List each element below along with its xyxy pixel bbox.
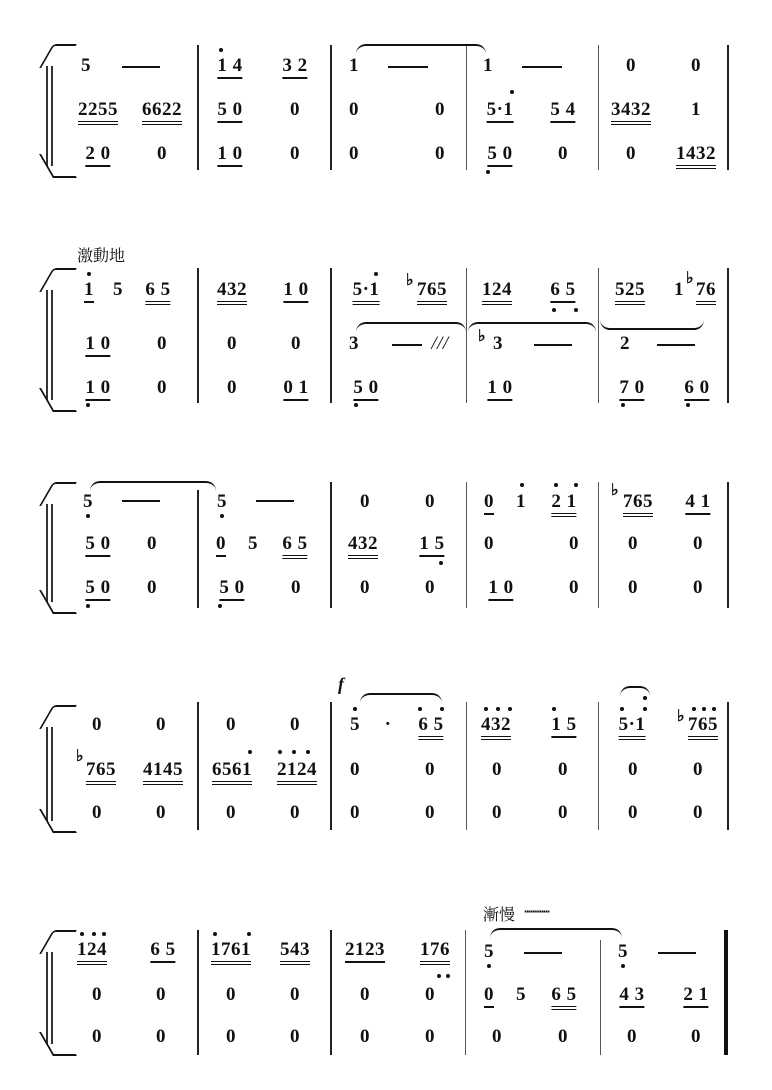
note: 0 <box>425 759 435 780</box>
bar-line <box>727 45 729 170</box>
note: 5 0 <box>353 378 378 401</box>
note: 1 <box>84 280 94 303</box>
flat-sign: ♭ <box>406 272 414 289</box>
bar-line <box>598 482 599 608</box>
note: 5·1 <box>619 715 646 740</box>
octave-dot <box>306 750 310 754</box>
note: 0 <box>226 1026 236 1047</box>
note: 176 <box>420 940 450 965</box>
bar-line <box>598 45 599 170</box>
octave-dot <box>574 483 578 487</box>
note: 5·1 <box>353 280 380 305</box>
note: 0 <box>691 1026 701 1047</box>
octave-dot <box>486 170 490 174</box>
bar-line <box>598 268 599 403</box>
note: 0 <box>227 333 237 354</box>
note: 0 <box>628 577 638 598</box>
octave-dot <box>440 707 444 711</box>
note: 124 <box>482 280 512 305</box>
note: 5 <box>248 533 258 554</box>
note: 0 <box>291 577 301 598</box>
octave-dot <box>552 707 556 711</box>
note: 0 <box>628 533 638 554</box>
note: 0 <box>484 492 494 515</box>
note: 0 <box>435 99 445 120</box>
note: 1 <box>691 99 701 120</box>
octave-dot <box>712 707 716 711</box>
note: 0 <box>147 577 157 598</box>
note: 0 <box>216 534 226 557</box>
note: 0 <box>492 759 502 780</box>
bar-line <box>330 482 332 608</box>
note: 0 <box>627 1026 637 1047</box>
note: 0 <box>156 802 166 823</box>
sustain-dash <box>534 344 572 346</box>
note: 0 <box>628 802 638 823</box>
octave-dot <box>520 483 524 487</box>
note: 5·1 <box>487 100 514 123</box>
note: 1 <box>516 491 526 512</box>
octave-dot <box>437 974 441 978</box>
note: 1761 <box>211 940 251 965</box>
tie <box>490 928 622 944</box>
octave-dot <box>552 308 556 312</box>
note: 124 <box>77 940 107 965</box>
note: 2 1 <box>551 492 576 517</box>
octave-dot <box>102 932 106 936</box>
note: /// <box>431 333 449 354</box>
octave-dot <box>643 696 647 700</box>
tie <box>356 44 486 60</box>
octave-dot <box>80 932 84 936</box>
note: 0 <box>290 802 300 823</box>
note: 0 <box>492 802 502 823</box>
sustain-dash <box>388 66 428 68</box>
note: 6 5 <box>551 985 576 1010</box>
note: 525 <box>615 280 645 305</box>
note: 5 0 <box>85 578 110 601</box>
note: 6 5 <box>150 940 175 963</box>
note: 0 <box>558 759 568 780</box>
note: 765 <box>86 760 116 785</box>
sustain-dash <box>256 500 294 502</box>
note: 1 4 <box>217 56 242 79</box>
octave-dot <box>620 707 624 711</box>
note: 6561 <box>212 760 252 785</box>
octave-dot <box>354 403 358 407</box>
bar-line <box>330 702 332 830</box>
bar-line <box>197 702 199 830</box>
note: 1 5 <box>419 534 444 557</box>
note: 5 <box>83 491 93 512</box>
note: 5 <box>217 491 227 512</box>
note: 0 <box>492 1026 502 1047</box>
note: 1 <box>483 55 493 76</box>
bar-line <box>598 702 599 830</box>
note: 0 <box>484 533 494 554</box>
note: 0 <box>291 333 301 354</box>
system-brace <box>40 930 72 1056</box>
bar-line <box>465 930 466 1055</box>
note: 0 <box>290 1026 300 1047</box>
bar-line <box>727 482 729 608</box>
octave-dot <box>213 932 217 936</box>
note: 0 <box>626 143 636 164</box>
octave-dot <box>439 561 443 565</box>
note: 3432 <box>611 100 651 125</box>
note: 6 5 <box>282 534 307 559</box>
note: 5 4 <box>550 100 575 123</box>
note: 7 0 <box>619 378 644 401</box>
note: 2123 <box>345 940 385 963</box>
note: 2 0 <box>85 144 110 167</box>
note: 6 5 <box>418 715 443 740</box>
octave-dot <box>574 308 578 312</box>
octave-dot <box>220 514 224 518</box>
sustain-dash <box>524 952 562 954</box>
note: 0 <box>558 802 568 823</box>
note: 5 0 <box>219 578 244 601</box>
octave-dot <box>247 932 251 936</box>
note: 1 0 <box>85 334 110 357</box>
note: 0 <box>425 802 435 823</box>
note: 5 <box>618 941 628 962</box>
note: 5 <box>350 714 360 735</box>
flat-sign: ♭ <box>478 328 486 345</box>
note: 1 <box>674 279 684 300</box>
bar-line <box>197 268 199 403</box>
note: 0 <box>425 984 435 1005</box>
note: 0 <box>290 143 300 164</box>
note: 0 <box>157 333 167 354</box>
note: 4 1 <box>685 492 710 515</box>
octave-dot <box>292 750 296 754</box>
note: 1 0 <box>85 378 110 401</box>
note: 0 <box>425 1026 435 1047</box>
system-brace <box>40 44 72 179</box>
note: 0 <box>626 55 636 76</box>
note: 0 <box>558 143 568 164</box>
note: 543 <box>280 940 310 965</box>
octave-dot <box>692 707 696 711</box>
note: 0 <box>92 984 102 1005</box>
note: 0 <box>92 802 102 823</box>
note: 5 <box>81 55 91 76</box>
octave-dot <box>487 964 491 968</box>
bar-line <box>466 268 467 403</box>
note: 5 <box>484 941 494 962</box>
note: 0 <box>360 984 370 1005</box>
note: 0 <box>290 714 300 735</box>
bar-line <box>197 930 199 1055</box>
tempo-dots: ············ <box>523 902 549 921</box>
system-brace <box>40 268 72 413</box>
note: 0 <box>425 491 435 512</box>
note: 0 <box>156 984 166 1005</box>
note: 0 <box>693 802 703 823</box>
bar-line <box>466 702 467 830</box>
tempo-marking: 漸慢 <box>483 905 516 924</box>
note: 0 <box>290 984 300 1005</box>
bar-line <box>330 930 332 1055</box>
note: 0 <box>484 985 494 1008</box>
bar-line <box>727 268 729 403</box>
tie <box>360 693 442 709</box>
note: 2255 <box>78 100 118 125</box>
note: 0 <box>693 577 703 598</box>
octave-dot <box>86 604 90 608</box>
octave-dot <box>621 964 625 968</box>
note: 1 5 <box>551 715 576 738</box>
note: 0 <box>290 99 300 120</box>
bar-line <box>197 45 199 170</box>
note: 765 <box>688 715 718 740</box>
octave-dot <box>374 272 378 276</box>
note: 3 <box>349 333 359 354</box>
octave-dot <box>643 707 647 711</box>
note: 0 <box>92 714 102 735</box>
sustain-dash <box>657 344 695 346</box>
octave-dot <box>278 750 282 754</box>
octave-dot <box>353 707 357 711</box>
note: 0 <box>349 99 359 120</box>
dynamic-forte: f <box>338 674 344 694</box>
note: 0 <box>349 143 359 164</box>
note: 0 <box>569 577 579 598</box>
bar-line <box>727 702 729 830</box>
note: 1432 <box>676 144 716 169</box>
note: 0 <box>435 143 445 164</box>
sustain-dash <box>658 952 696 954</box>
note: 0 <box>360 491 370 512</box>
note: · <box>384 714 392 735</box>
note: 0 <box>558 1026 568 1047</box>
note: 1 0 <box>217 144 242 167</box>
note: 0 <box>425 577 435 598</box>
octave-dot <box>219 48 223 52</box>
bar-line <box>197 490 199 608</box>
note: 0 <box>157 377 167 398</box>
note: 0 <box>226 802 236 823</box>
note: 0 <box>227 377 237 398</box>
note: 0 1 <box>283 378 308 401</box>
system-brace <box>40 482 72 614</box>
bar-line <box>330 45 332 170</box>
octave-dot <box>92 932 96 936</box>
note: 765 <box>623 492 653 517</box>
note: 0 <box>156 1026 166 1047</box>
note: 432 <box>481 715 511 740</box>
octave-dot <box>621 403 625 407</box>
note: 5 <box>516 984 526 1005</box>
note: 0 <box>350 759 360 780</box>
note: 1 0 <box>487 378 512 401</box>
sustain-dash <box>392 344 422 346</box>
note: 4145 <box>143 760 183 785</box>
note: 0 <box>226 984 236 1005</box>
flat-sign: ♭ <box>677 708 685 725</box>
flat-sign: ♭ <box>686 270 694 287</box>
note: 432 <box>348 534 378 559</box>
note: 0 <box>92 1026 102 1047</box>
octave-dot <box>496 707 500 711</box>
expression-marking: 激動地 <box>77 246 126 265</box>
bar-line <box>466 45 467 170</box>
note: 1 <box>349 55 359 76</box>
octave-dot <box>510 90 514 94</box>
note: 2 <box>620 333 630 354</box>
octave-dot <box>554 483 558 487</box>
bar-line <box>330 268 332 403</box>
octave-dot <box>508 707 512 711</box>
tie <box>356 322 466 338</box>
note: 0 <box>360 1026 370 1047</box>
octave-dot <box>87 272 91 276</box>
octave-dot <box>248 750 252 754</box>
note: 6 5 <box>550 280 575 303</box>
octave-dot <box>446 974 450 978</box>
note: 0 <box>693 759 703 780</box>
note: 3 2 <box>282 56 307 79</box>
sustain-dash <box>522 66 562 68</box>
octave-dot <box>86 514 90 518</box>
tie <box>600 314 704 330</box>
note: 6 5 <box>145 280 170 305</box>
note: 1 0 <box>283 280 308 303</box>
tie <box>90 481 216 497</box>
tie <box>468 322 596 338</box>
note: 4 3 <box>619 985 644 1008</box>
note: 2124 <box>277 760 317 785</box>
note: 2 1 <box>683 985 708 1008</box>
flat-sign: ♭ <box>76 748 84 765</box>
note: 0 <box>350 802 360 823</box>
note: 76 <box>696 280 716 305</box>
note: 5 0 <box>217 100 242 123</box>
octave-dot <box>218 604 222 608</box>
note: 0 <box>157 143 167 164</box>
sustain-dash <box>122 66 160 68</box>
octave-dot <box>702 707 706 711</box>
system-brace <box>40 705 72 833</box>
note: 5 0 <box>85 534 110 557</box>
note: 0 <box>693 533 703 554</box>
note: 0 <box>691 55 701 76</box>
note: 0 <box>360 577 370 598</box>
note: 0 <box>628 759 638 780</box>
note: 3 <box>493 333 503 354</box>
bar-line <box>466 482 467 608</box>
octave-dot <box>418 707 422 711</box>
note: 0 <box>147 533 157 554</box>
flat-sign: ♭ <box>611 482 619 499</box>
bar-line <box>600 940 601 1055</box>
note: 6622 <box>142 100 182 125</box>
sustain-dash <box>122 500 160 502</box>
note: 6 0 <box>684 378 709 401</box>
note: 0 <box>226 714 236 735</box>
note: 0 <box>569 533 579 554</box>
note: 5 <box>113 279 123 300</box>
octave-dot <box>86 403 90 407</box>
note: 432 <box>217 280 247 305</box>
note: 1 0 <box>488 578 513 601</box>
note: 765 <box>417 280 447 305</box>
octave-dot <box>686 403 690 407</box>
note: 5 0 <box>487 144 512 167</box>
octave-dot <box>484 707 488 711</box>
note: 0 <box>156 714 166 735</box>
final-bar-line <box>724 930 728 1055</box>
